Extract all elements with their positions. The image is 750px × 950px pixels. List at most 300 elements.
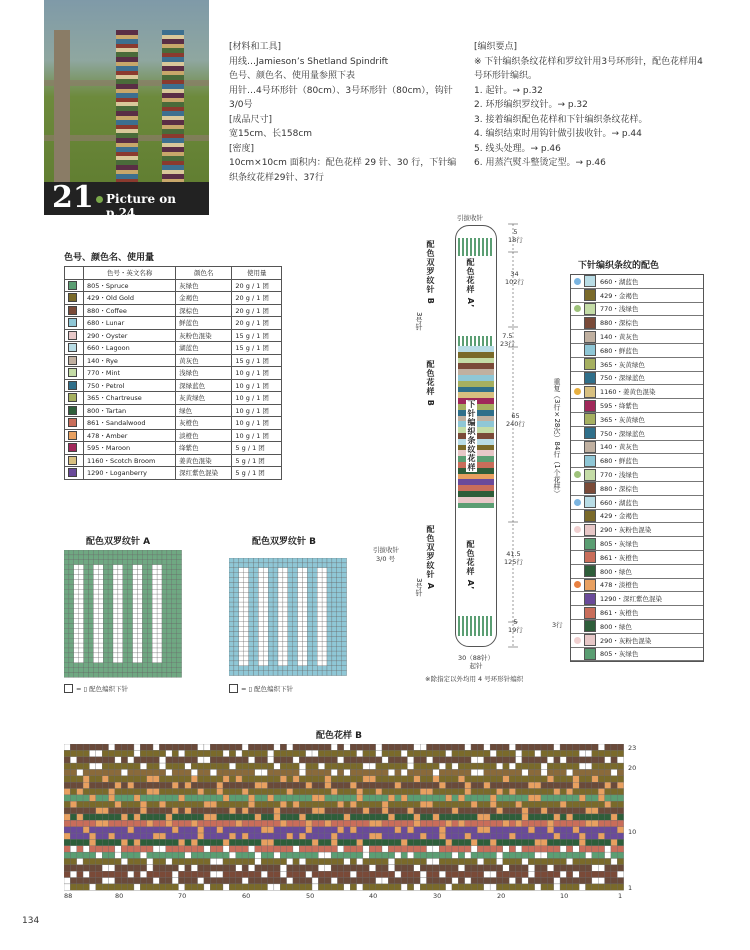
chart-cell xyxy=(471,839,477,845)
yarn-code: 429・Old Gold xyxy=(84,292,176,305)
chart-cell xyxy=(140,839,146,845)
chart-cell xyxy=(261,757,267,763)
chart-cell xyxy=(278,661,283,666)
chart-cell xyxy=(579,801,585,807)
chart-cell xyxy=(357,776,363,782)
chart-cell xyxy=(293,641,298,646)
chart-cell xyxy=(153,808,159,814)
chart-cell xyxy=(113,584,118,589)
chart-cell xyxy=(293,795,299,801)
chart-cell xyxy=(69,663,74,668)
chart-cell xyxy=(204,763,210,769)
chart-cell xyxy=(465,757,471,763)
colorwork-b-row-labels xyxy=(628,744,642,892)
chart-cell xyxy=(274,839,280,845)
chart-cell xyxy=(254,573,259,578)
chart-cell xyxy=(283,646,288,651)
chart-cell xyxy=(446,750,452,756)
chart-cell xyxy=(318,852,324,858)
stripe-label: 365・灰黄绿色 xyxy=(600,360,645,369)
chart-cell xyxy=(115,814,121,820)
chart-cell xyxy=(142,560,147,565)
chart-cell xyxy=(178,878,184,884)
chart-cell xyxy=(458,744,464,750)
chart-cell xyxy=(554,814,560,820)
chart-cell xyxy=(268,656,273,661)
chart-cell xyxy=(268,573,273,578)
col-label: 10 xyxy=(560,892,569,900)
chart-cell xyxy=(248,814,254,820)
chart-cell xyxy=(248,750,254,756)
chart-cell xyxy=(96,814,102,820)
chart-cell xyxy=(331,801,337,807)
chart-cell xyxy=(376,808,382,814)
chart-cell xyxy=(157,614,162,619)
chart-cell xyxy=(592,782,598,788)
chart-cell xyxy=(64,584,69,589)
chart-cell xyxy=(152,648,157,653)
chart-cell xyxy=(420,808,426,814)
chart-cell xyxy=(579,814,585,820)
chart-cell xyxy=(446,884,452,890)
chart-cell xyxy=(229,839,235,845)
chart-cell xyxy=(611,884,617,890)
chart-cell xyxy=(178,795,184,801)
stripe-swatch xyxy=(584,469,596,481)
legend-swatch xyxy=(229,684,238,693)
chart-cell xyxy=(293,558,298,563)
chart-cell xyxy=(293,846,299,852)
chart-cell xyxy=(547,871,553,877)
chart-cell xyxy=(446,852,452,858)
stripe-dot xyxy=(574,319,581,326)
chart-cell xyxy=(586,744,592,750)
chart-cell xyxy=(395,808,401,814)
chart-cell xyxy=(357,763,363,769)
chart-cell xyxy=(210,757,216,763)
chart-cell xyxy=(128,782,134,788)
chart-cell xyxy=(133,628,138,633)
chart-cell xyxy=(153,820,159,826)
chart-cell xyxy=(108,614,113,619)
chart-cell xyxy=(528,769,534,775)
chart-cell xyxy=(244,592,249,597)
chart-cell xyxy=(258,573,263,578)
chart-cell xyxy=(109,865,115,871)
chart-cell xyxy=(178,871,184,877)
chart-cell xyxy=(541,827,547,833)
chart-cell xyxy=(446,846,452,852)
chart-cell xyxy=(115,865,121,871)
chart-cell xyxy=(172,865,178,871)
chart-cell xyxy=(605,744,611,750)
chart-cell xyxy=(503,757,509,763)
chart-cell xyxy=(535,795,541,801)
chart-cell xyxy=(484,827,490,833)
chart-cell xyxy=(263,587,268,592)
chart-cell xyxy=(167,624,172,629)
chart-cell xyxy=(477,884,483,890)
diagram-top-label: 引拔收针 xyxy=(457,214,483,222)
chart-cell xyxy=(113,638,118,643)
chart-cell xyxy=(395,776,401,782)
chart-cell xyxy=(288,583,293,588)
chart-cell xyxy=(611,782,617,788)
chart-cell xyxy=(210,769,216,775)
chart-cell xyxy=(123,638,128,643)
chart-cell xyxy=(592,884,598,890)
chart-cell xyxy=(554,865,560,871)
chart-cell xyxy=(248,763,254,769)
chart-cell xyxy=(293,563,298,568)
chart-cell xyxy=(84,619,89,624)
chart-cell xyxy=(109,839,115,845)
chart-cell xyxy=(382,820,388,826)
chart-cell xyxy=(255,865,261,871)
chart-cell xyxy=(121,846,127,852)
chart-cell xyxy=(617,776,623,782)
chart-cell xyxy=(103,584,108,589)
chart-cell xyxy=(611,827,617,833)
chart-cell xyxy=(64,594,69,599)
chart-cell xyxy=(234,632,239,637)
chart-cell xyxy=(152,614,157,619)
chart-cell xyxy=(433,808,439,814)
chart-cell xyxy=(465,878,471,884)
yarn-code: 290・Oyster xyxy=(84,329,176,342)
chart-cell xyxy=(490,846,496,852)
chart-cell xyxy=(204,839,210,845)
chart-cell xyxy=(113,653,118,658)
chart-cell xyxy=(268,651,273,656)
chart-cell xyxy=(298,597,303,602)
chart-cell xyxy=(244,602,249,607)
chart-cell xyxy=(318,750,324,756)
chart-cell xyxy=(217,878,223,884)
chart-cell xyxy=(598,769,604,775)
chart-cell xyxy=(496,789,502,795)
chart-cell xyxy=(244,573,249,578)
yarn-code: 800・Tartan xyxy=(84,404,176,417)
chart-cell xyxy=(102,769,108,775)
chart-cell xyxy=(388,814,394,820)
chart-cell xyxy=(113,628,118,633)
chart-cell xyxy=(484,808,490,814)
chart-cell xyxy=(147,633,152,638)
chart-cell xyxy=(128,814,134,820)
chart-cell xyxy=(554,846,560,852)
chart-cell xyxy=(312,814,318,820)
chart-cell xyxy=(157,619,162,624)
chart-cell xyxy=(298,651,303,656)
chart-cell xyxy=(118,633,123,638)
chart-cell xyxy=(268,757,274,763)
chart-cell xyxy=(350,769,356,775)
chart-cell xyxy=(332,578,337,583)
chart-cell xyxy=(102,782,108,788)
chart-cell xyxy=(376,871,382,877)
chart-cell xyxy=(332,627,337,632)
chart-cell xyxy=(229,641,234,646)
chart-cell xyxy=(307,558,312,563)
chart-cell xyxy=(236,820,242,826)
chart-cell xyxy=(401,776,407,782)
chart-cell xyxy=(471,801,477,807)
chart-cell xyxy=(376,750,382,756)
chart-cell xyxy=(198,789,204,795)
chart-cell xyxy=(133,658,138,663)
chart-cell xyxy=(236,769,242,775)
chart-cell xyxy=(254,587,259,592)
chart-cell xyxy=(102,750,108,756)
chart-cell xyxy=(312,878,318,884)
chart-cell xyxy=(465,795,471,801)
chart-cell xyxy=(312,763,318,769)
chart-cell xyxy=(223,808,229,814)
chart-cell xyxy=(477,782,483,788)
chart-cell xyxy=(477,878,483,884)
chart-cell xyxy=(142,663,147,668)
chart-cell xyxy=(242,801,248,807)
yarn-amount: 15 g / 1 团 xyxy=(232,342,282,355)
chart-cell xyxy=(427,795,433,801)
chart-cell xyxy=(293,592,298,597)
chart-cell xyxy=(509,852,515,858)
chart-cell xyxy=(586,839,592,845)
chart-cell xyxy=(350,795,356,801)
stripe-swatch xyxy=(584,648,596,660)
chart-cell xyxy=(299,820,305,826)
chart-cell xyxy=(547,852,553,858)
chart-cell xyxy=(503,776,509,782)
chart-cell xyxy=(103,653,108,658)
stripe-label: 290・灰粉色混染 xyxy=(600,526,652,535)
chart-cell xyxy=(162,584,167,589)
chart-cell xyxy=(420,750,426,756)
chart-cell xyxy=(598,750,604,756)
chart-cell xyxy=(331,871,337,877)
chart-cell xyxy=(115,763,121,769)
chart-cell xyxy=(223,744,229,750)
chart-cell xyxy=(185,789,191,795)
chart-cell xyxy=(331,814,337,820)
chart-cell xyxy=(325,795,331,801)
chart-cell xyxy=(133,663,138,668)
yarn-color-name: 灰黄绿色 xyxy=(176,392,232,405)
chart-cell xyxy=(255,833,261,839)
yarn-amount: 15 g / 1 团 xyxy=(232,354,282,367)
chart-cell xyxy=(414,852,420,858)
chart-cell xyxy=(307,563,312,568)
chart-cell xyxy=(541,763,547,769)
chart-cell xyxy=(118,550,123,555)
chart-cell xyxy=(147,820,153,826)
chart-cell xyxy=(342,617,347,622)
chart-cell xyxy=(79,584,84,589)
diagram-rib-b: 配色双罗纹针 B xyxy=(426,240,435,305)
chart-cell xyxy=(223,852,229,858)
chart-cell xyxy=(93,663,98,668)
chart-cell xyxy=(306,878,312,884)
chart-cell xyxy=(185,839,191,845)
chart-cell xyxy=(64,814,70,820)
chart-cell xyxy=(317,578,322,583)
materials-line: 用线…Jamieson’s Shetland Spindrift xyxy=(229,56,389,67)
chart-cell xyxy=(166,776,172,782)
chart-cell xyxy=(113,589,118,594)
chart-cell xyxy=(123,560,128,565)
chart-cell xyxy=(414,814,420,820)
chart-cell xyxy=(244,636,249,641)
chart-cell xyxy=(128,663,133,668)
chart-cell xyxy=(433,833,439,839)
chart-cell xyxy=(234,656,239,661)
chart-cell xyxy=(317,592,322,597)
chart-cell xyxy=(306,757,312,763)
chart-cell xyxy=(439,789,445,795)
chart-cell xyxy=(458,757,464,763)
chart-cell xyxy=(554,782,560,788)
chart-cell xyxy=(427,839,433,845)
chart-cell xyxy=(376,769,382,775)
chart-cell xyxy=(249,597,254,602)
chart-cell xyxy=(121,801,127,807)
chart-cell xyxy=(592,750,598,756)
chart-cell xyxy=(172,795,178,801)
chart-cell xyxy=(407,776,413,782)
chart-cell xyxy=(357,789,363,795)
chart-cell xyxy=(133,653,138,658)
chart-cell xyxy=(503,820,509,826)
chart-cell xyxy=(79,565,84,570)
chart-cell xyxy=(157,599,162,604)
chart-cell xyxy=(388,839,394,845)
chart-cell xyxy=(134,827,140,833)
chart-cell xyxy=(138,653,143,658)
chart-cell xyxy=(153,871,159,877)
chart-cell xyxy=(566,839,572,845)
chart-cell xyxy=(573,884,579,890)
chart-cell xyxy=(98,624,103,629)
chart-cell xyxy=(592,814,598,820)
chart-cell xyxy=(249,632,254,637)
chart-cell xyxy=(249,602,254,607)
chart-cell xyxy=(162,619,167,624)
rib-b-hook: 3/0 号 xyxy=(376,555,396,563)
chart-cell xyxy=(617,820,623,826)
chart-cell xyxy=(159,814,165,820)
chart-cell xyxy=(96,757,102,763)
chart-cell xyxy=(64,643,69,648)
chart-cell xyxy=(382,757,388,763)
chart-cell xyxy=(185,827,191,833)
chart-cell xyxy=(84,633,89,638)
instructions-note: ※ 下针编织条纹花样和罗纹针用3号环形针，配色花样用4号环形针编织。 xyxy=(474,56,703,81)
chart-cell xyxy=(142,668,147,673)
chart-cell xyxy=(223,833,229,839)
chart-cell xyxy=(535,827,541,833)
chart-cell xyxy=(185,782,191,788)
chart-cell xyxy=(217,865,223,871)
chart-cell xyxy=(322,568,327,573)
chart-cell xyxy=(261,852,267,858)
chart-cell xyxy=(198,839,204,845)
chart-cell xyxy=(249,666,254,671)
chart-cell xyxy=(263,666,268,671)
chart-cell xyxy=(89,673,94,678)
chart-cell xyxy=(528,884,534,890)
chart-cell xyxy=(541,808,547,814)
chart-cell xyxy=(471,884,477,890)
chart-cell xyxy=(152,599,157,604)
chart-cell xyxy=(172,663,177,668)
chart-cell xyxy=(128,744,134,750)
chart-cell xyxy=(547,865,553,871)
chart-cell xyxy=(414,820,420,826)
chart-cell xyxy=(69,599,74,604)
chart-cell xyxy=(573,744,579,750)
stripe-dot xyxy=(574,292,581,299)
chart-cell xyxy=(128,648,133,653)
chart-cell xyxy=(198,769,204,775)
stripe-dot xyxy=(574,443,581,450)
row-label: 20 xyxy=(628,764,637,772)
stripe-legend-row xyxy=(571,537,703,551)
chart-cell xyxy=(278,612,283,617)
chart-cell xyxy=(152,653,157,658)
chart-cell xyxy=(159,827,165,833)
chart-cell xyxy=(554,833,560,839)
chart-cell xyxy=(357,878,363,884)
chart-cell xyxy=(69,555,74,560)
chart-cell xyxy=(407,769,413,775)
chart-cell xyxy=(118,648,123,653)
chart-cell xyxy=(560,865,566,871)
chart-cell xyxy=(586,852,592,858)
chart-cell xyxy=(288,641,293,646)
chart-cell xyxy=(138,599,143,604)
chart-cell xyxy=(322,627,327,632)
stripe-dot xyxy=(574,374,581,381)
chart-cell xyxy=(439,757,445,763)
chart-cell xyxy=(322,666,327,671)
chart-cell xyxy=(255,871,261,877)
chart-cell xyxy=(337,592,342,597)
chart-cell xyxy=(522,878,528,884)
chart-cell xyxy=(84,653,89,658)
chart-cell xyxy=(102,814,108,820)
chart-cell xyxy=(598,878,604,884)
chart-cell xyxy=(376,839,382,845)
chart-cell xyxy=(128,865,134,871)
stripe-label: 861・灰橙色 xyxy=(600,553,639,562)
chart-cell xyxy=(204,814,210,820)
chart-cell xyxy=(89,638,94,643)
chart-cell xyxy=(433,865,439,871)
pattern-badge xyxy=(44,180,209,220)
chart-cell xyxy=(172,638,177,643)
chart-cell xyxy=(617,757,623,763)
chart-cell xyxy=(446,744,452,750)
chart-cell xyxy=(217,871,223,877)
chart-cell xyxy=(64,763,70,769)
chart-cell xyxy=(210,801,216,807)
chart-cell xyxy=(490,858,496,864)
stripe-legend-row xyxy=(571,358,703,372)
chart-cell xyxy=(586,801,592,807)
chart-cell xyxy=(452,814,458,820)
chart-cell xyxy=(452,820,458,826)
